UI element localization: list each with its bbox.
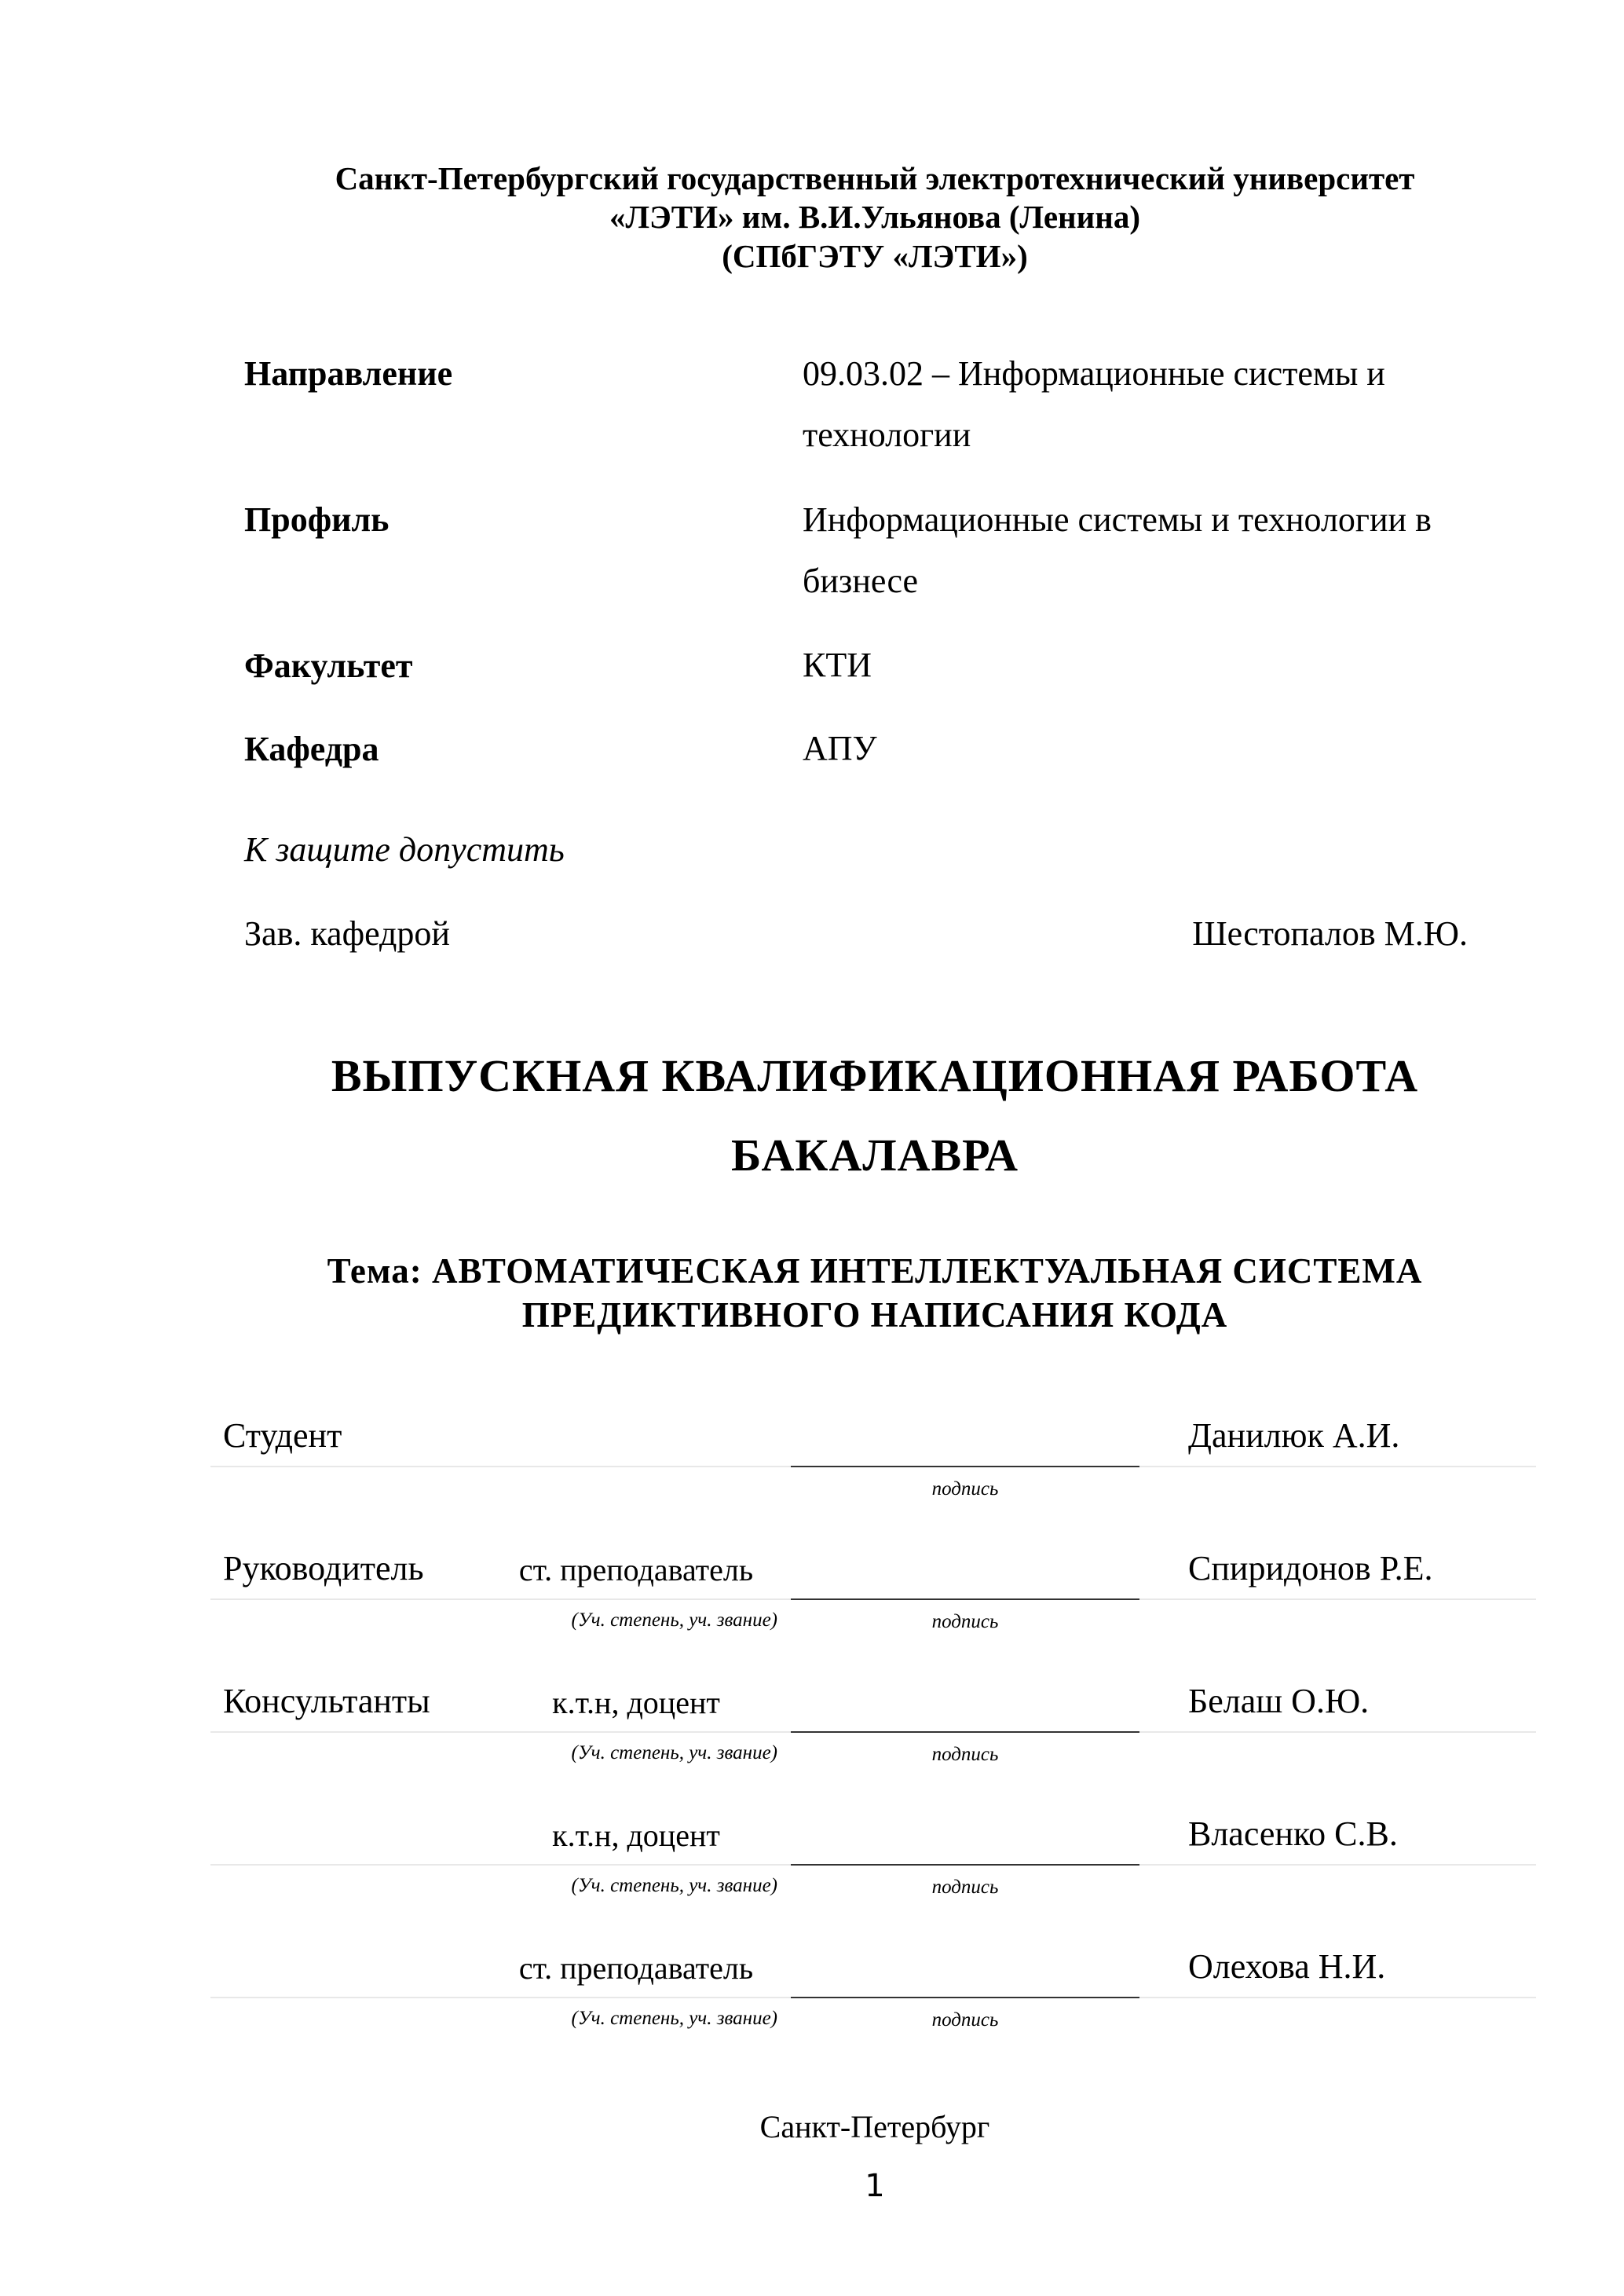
profile-value: Информационные системы и технологии в бизнесе	[803, 500, 1432, 600]
profile-label: Профиль	[244, 500, 390, 539]
direction-value: 09.03.02 – Информационные системы и технологии	[803, 354, 1385, 454]
theme-title-line2: ПРЕДИКТИВНОГО НАПИСАНИЯ КОДА	[521, 1295, 1228, 1335]
faculty-label: Факультет	[244, 646, 413, 685]
position: ст. преподаватель	[518, 1950, 754, 1986]
position: к.т.н, доцент	[552, 1818, 720, 1853]
position: к.т.н, доцент	[552, 1685, 720, 1720]
signature-row	[210, 1416, 1536, 1565]
head-name: Шестопалов М.Ю.	[1192, 914, 1468, 953]
signature-line	[791, 1598, 1139, 1600]
person-name: Данилюк А.И.	[1188, 1416, 1400, 1455]
head-label: Зав. кафедрой	[244, 914, 450, 953]
university-abbr: (СПбГЭТУ «ЛЭТИ»)	[722, 238, 1028, 274]
degree-caption: (Уч. степень, уч. звание)	[571, 1609, 777, 1631]
city: Санкт-Петербург	[759, 2109, 990, 2144]
degree-caption: (Уч. степень, уч. звание)	[571, 1742, 777, 1763]
document-title-line2: БАКАЛАВРА	[730, 1130, 1019, 1181]
degree-caption: (Уч. степень, уч. звание)	[571, 1875, 777, 1896]
person-name: Власенко С.В.	[1188, 1814, 1398, 1853]
position: ст. преподаватель	[518, 1552, 754, 1587]
signature-caption: подпись	[931, 1478, 999, 1500]
signature-caption: подпись	[931, 1744, 999, 1765]
signature-line	[791, 1466, 1139, 1467]
admission-text: К защите допустить	[244, 830, 565, 869]
role-label: Студент	[223, 1416, 342, 1455]
degree-caption: (Уч. степень, уч. звание)	[571, 2008, 777, 2029]
signature-row	[210, 1947, 1536, 2096]
signature-caption: подпись	[931, 1877, 999, 1898]
signature-line	[791, 1731, 1139, 1733]
signature-row	[210, 1814, 1536, 1964]
page-number: 1	[865, 2168, 885, 2204]
signature-caption: подпись	[931, 2009, 999, 2031]
department-value: АПУ	[803, 729, 877, 767]
signature-line	[791, 1997, 1139, 1998]
faculty-value: КТИ	[803, 646, 872, 684]
signature-row	[210, 1549, 1536, 1698]
role-label: Руководитель	[223, 1549, 424, 1587]
university-name: Санкт-Петербургский государственный электротехнический университет	[335, 160, 1415, 196]
person-name: Белаш О.Ю.	[1188, 1682, 1370, 1720]
signature-caption: подпись	[931, 1611, 999, 1632]
role-label: Консультанты	[223, 1682, 430, 1720]
direction-label: Направление	[244, 354, 453, 393]
theme-title: Тема: АВТОМАТИЧЕСКАЯ ИНТЕЛЛЕКТУАЛЬНАЯ СИСТЕМА	[327, 1251, 1423, 1291]
signature-line	[791, 1864, 1139, 1866]
person-name: Олехова Н.И.	[1188, 1947, 1386, 1986]
university-name-line2: «ЛЭТИ» им. В.И.Ульянова (Ленина)	[609, 199, 1141, 235]
department-label: Кафедра	[244, 730, 379, 768]
person-name: Спиридонов Р.Е.	[1188, 1549, 1433, 1587]
signature-row	[210, 1682, 1536, 1831]
document-title: ВЫПУСКНАЯ КВАЛИФИКАЦИОННАЯ РАБОТА	[331, 1050, 1419, 1101]
